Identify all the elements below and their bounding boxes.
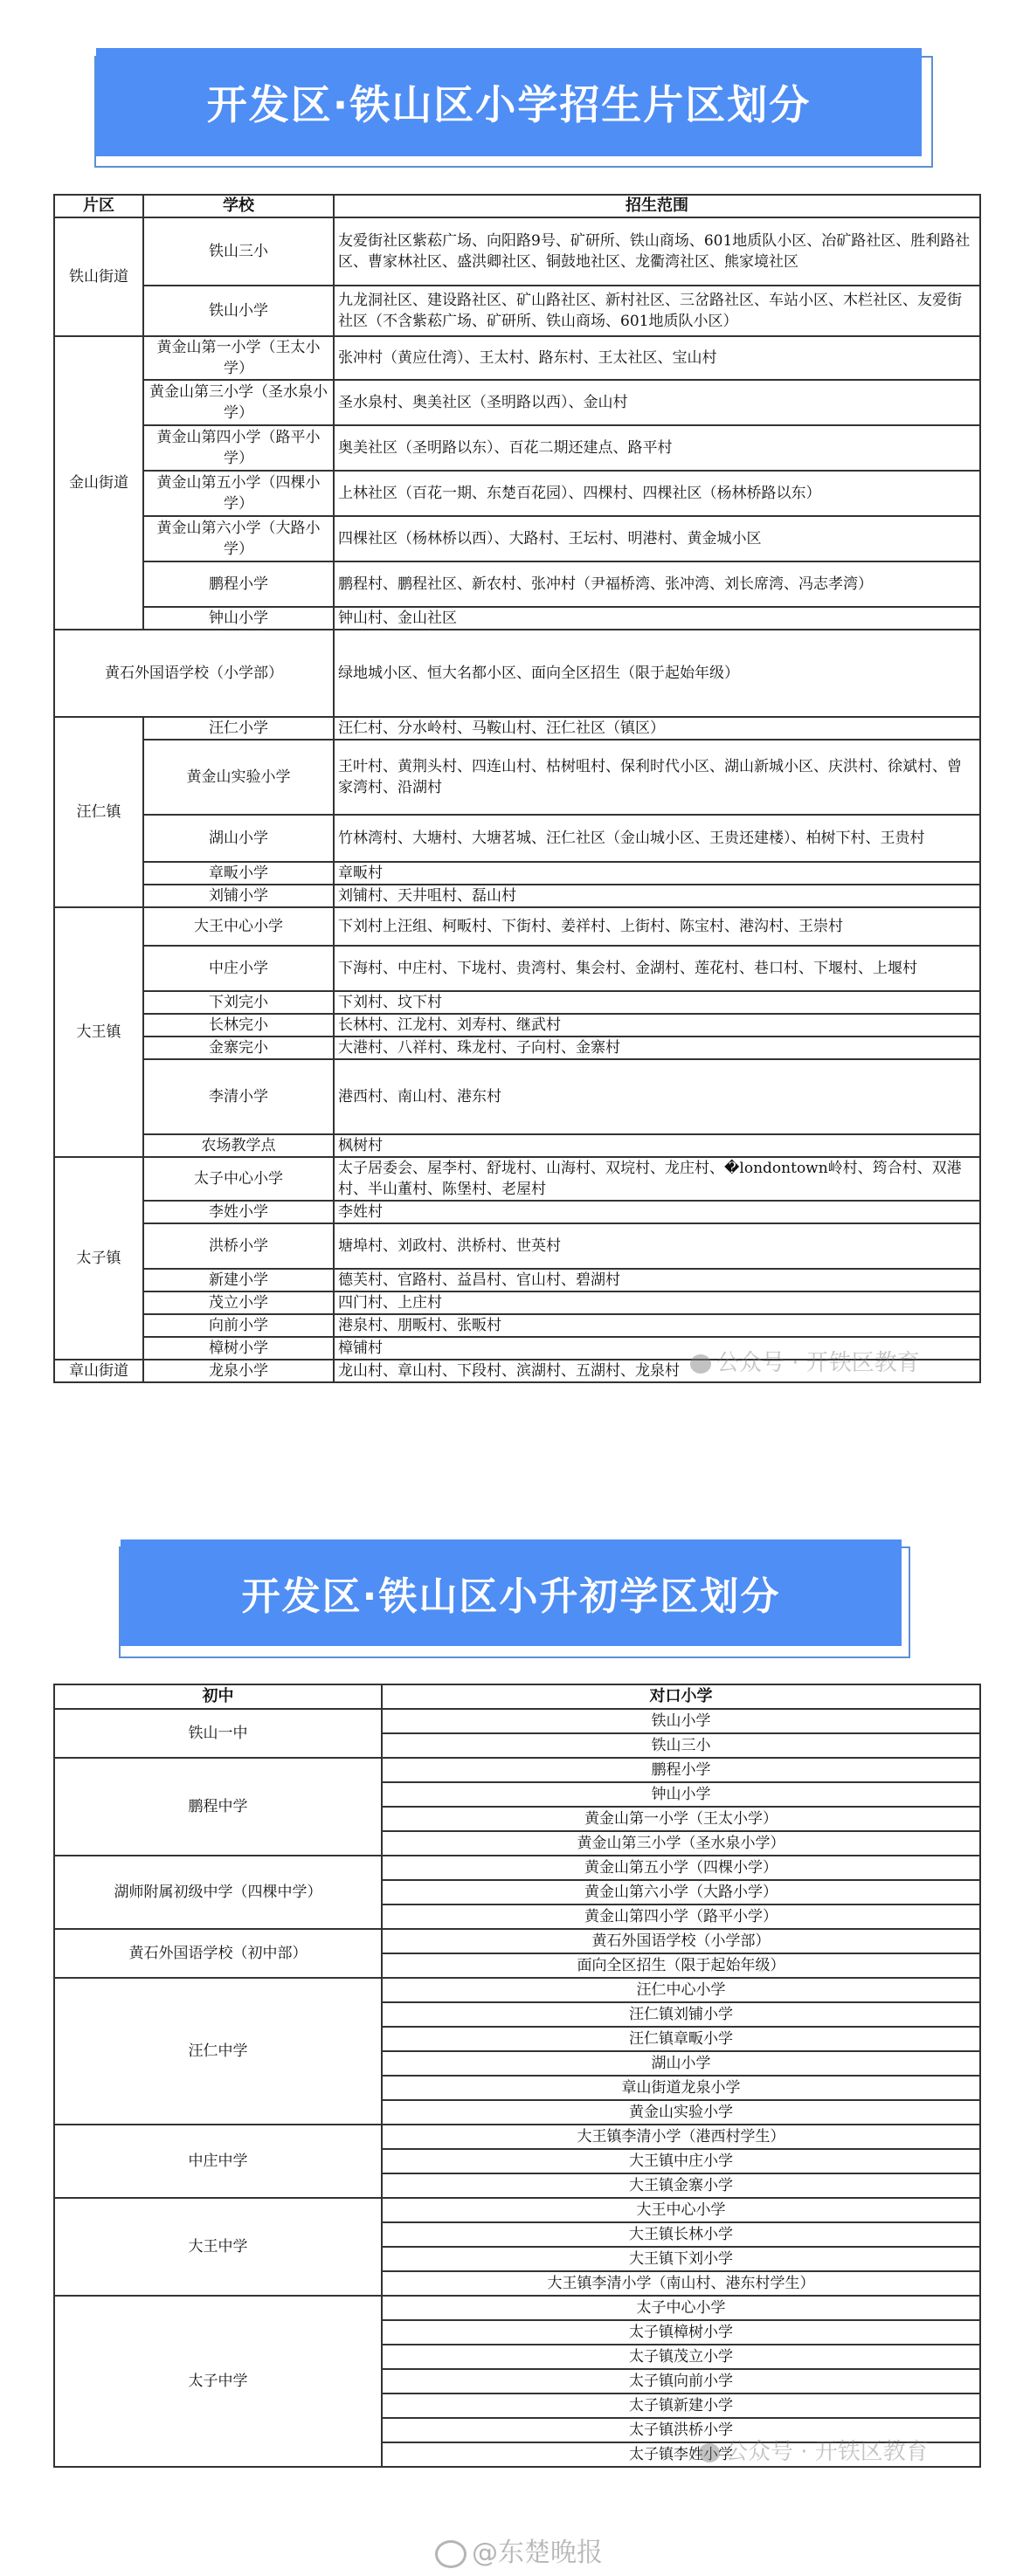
school-cell: 钟山小学 [143,607,334,630]
school-cell: 鹏程小学 [143,561,334,607]
primary-school-cell: 湖山小学 [382,2051,980,2076]
primary-school-cell: 铁山三小 [382,1733,980,1758]
range-cell: 奥美社区（圣明路以东）、百花二期还建点、路平村 [334,425,980,471]
primary-school-cell: 大王镇李清小学（南山村、港东村学生） [382,2271,980,2296]
table-row [54,862,980,885]
range-cell: 上林社区（百花一期、东楚百花园）、四棵村、四棵社区（杨林桥路以东） [334,471,980,516]
school-cell: 新建小学 [143,1269,334,1291]
middle-school-cell: 铁山一中 [54,1709,382,1758]
primary-school-cell: 黄金山第三小学（圣水泉小学） [382,1831,980,1856]
table-row [54,471,980,516]
table-row [54,1978,980,2002]
primary-school-cell: 面向全区招生（限于起始年级） [382,1953,980,1978]
school-cell: 黄金山第六小学（大路小学） [143,516,334,561]
range-cell: 九龙洞社区、建设路社区、矿山路社区、新村社区、三岔路社区、车站小区、木栏社区、友爱街社区（不含紫菘广场、矿研所、铁山商场、601地质队小区） [334,286,980,336]
primary-school-cell: 黄金山第六小学（大路小学） [382,1880,980,1904]
primary-school-cell: 大王镇金寨小学 [382,2173,980,2198]
table-row [54,2296,980,2320]
primary-school-cell: 钟山小学 [382,1782,980,1807]
range-cell: 太子居委会、屋李村、舒垅村、山海村、双垸村、龙庄村、�londontown岭村、筠合村、双港村、半山董村、陈堡村、老屋村 [334,1157,980,1201]
primary-school-cell: 太子镇向前小学 [382,2369,980,2393]
table-row [54,1314,980,1337]
district-cell: 金山街道 [54,336,143,630]
primary-school-cell: 大王镇长林小学 [382,2222,980,2247]
header-range: 招生范围 [334,195,980,217]
table-row [54,2198,980,2222]
section2-title: 开发区·铁山区小升初学区划分 [121,1539,902,1646]
primary-school-cell: 大王镇李清小学（港西村学生） [382,2125,980,2149]
primary-school-cell: 大王中心小学 [382,2198,980,2222]
table-row [54,425,980,471]
table-row [54,885,980,907]
school-cell: 章畈小学 [143,862,334,885]
middle-school-cell: 中庄中学 [54,2125,382,2198]
middle-school-cell: 汪仁中学 [54,1978,382,2125]
table-row [54,217,980,286]
primary-school-cell: 黄金山第一小学（王太小学） [382,1807,980,1831]
table-row [54,286,980,336]
school-cell: 汪仁小学 [143,717,334,740]
range-cell: 下海村、中庄村、下垅村、贵湾村、集会村、金湖村、莲花村、巷口村、下堰村、上堰村 [334,946,980,991]
school-cell: 金寨完小 [143,1037,334,1059]
middle-school-cell: 大王中学 [54,2198,382,2296]
school-cell: 长林完小 [143,1014,334,1037]
school-cell: 下刘完小 [143,991,334,1014]
primary-school-cell: 汪仁中心小学 [382,1978,980,2002]
primary-school-cell: 太子镇洪桥小学 [382,2418,980,2442]
school-cell: 李清小学 [143,1059,334,1134]
table-row [54,607,980,630]
school-cell: 刘铺小学 [143,885,334,907]
table-row [54,740,980,815]
table-row [54,380,980,425]
range-cell: 汪仁村、分水岭村、马鞍山村、汪仁社区（镇区） [334,717,980,740]
table-row [54,1856,980,1880]
primary-school-cell: 大王镇中庄小学 [382,2149,980,2173]
school-cell: 樟树小学 [143,1337,334,1360]
header-middle-school: 初中 [54,1684,382,1709]
range-cell: 四棵社区（杨林桥以西）、大路村、王坛村、明港村、黄金城小区 [334,516,980,561]
primary-school-cell: 黄金山实验小学 [382,2100,980,2125]
range-cell: 张冲村（黄应仕湾）、王太村、路东村、王太社区、宝山村 [334,336,980,380]
table-row [54,1059,980,1134]
header-district: 片区 [54,195,143,217]
table-row [54,1014,980,1037]
range-cell: 下刘村上汪组、柯畈村、下街村、姜祥村、上街村、陈宝村、港沟村、王崇村 [334,907,980,946]
range-cell: 港泉村、朋畈村、张畈村 [334,1314,980,1337]
header-primary-schools: 对口小学 [382,1684,980,1709]
watermark-2: 公众号 · 开铁区教育 [699,2434,929,2466]
table-row [54,1223,980,1269]
range-cell: 鹏程村、鹏程社区、新农村、张冲村（尹福桥湾、张冲湾、刘长席湾、冯志孝湾） [334,561,980,607]
table-row [54,907,980,946]
section1-title: 开发区·铁山区小学招生片区划分 [96,48,922,156]
range-cell: 钟山村、金山社区 [334,607,980,630]
range-cell: 港西村、南山村、港东村 [334,1059,980,1134]
school-cell: 铁山小学 [143,286,334,336]
primary-school-cell: 铁山小学 [382,1709,980,1733]
middle-school-cell: 鹏程中学 [54,1758,382,1856]
primary-school-cell: 太子镇茂立小学 [382,2345,980,2369]
primary-school-cell: 太子中心小学 [382,2296,980,2320]
table-row [54,815,980,862]
table-row [54,1709,980,1733]
range-cell: 枫树村 [334,1134,980,1157]
watermark-1: 公众号 · 开铁区教育 [690,1345,920,1377]
range-cell: 李姓村 [334,1201,980,1223]
school-cell: 黄金山实验小学 [143,740,334,815]
school-cell: 洪桥小学 [143,1223,334,1269]
range-cell: 友爱街社区紫菘广场、向阳路9号、矿研所、铁山商场、601地质队小区、冶矿路社区、胜利路社区、曹家林社区、盛洪卿社区、铜鼓地社区、龙衢湾社区、熊家境社区 [334,217,980,286]
table-row [54,1291,980,1314]
table-row [54,717,980,740]
district-cell: 汪仁镇 [54,717,143,907]
table-header-row [54,195,980,217]
footer-credit: @东楚晚报 [435,2531,603,2569]
primary-school-cell: 鹏程小学 [382,1758,980,1782]
primary-school-cell: 太子镇李姓小学 [382,2442,980,2467]
primary-school-cell: 汪仁镇刘铺小学 [382,2002,980,2027]
school-cell: 茂立小学 [143,1291,334,1314]
range-cell: 长林村、江龙村、刘寿村、继武村 [334,1014,980,1037]
wechat-icon [699,2443,720,2462]
table-row [54,336,980,380]
table-row [54,1929,980,1953]
school-cell: 大王中心小学 [143,907,334,946]
table-row [54,2125,980,2149]
range-cell: 塘埠村、刘政村、洪桥村、世英村 [334,1223,980,1269]
school-cell: 龙泉小学 [143,1360,334,1382]
school-cell: 铁山三小 [143,217,334,286]
primary-school-cell: 黄金山第四小学（路平小学） [382,1904,980,1929]
middle-school-cell: 太子中学 [54,2296,382,2467]
primary-enrollment-table [53,194,981,1383]
table-row [54,516,980,561]
primary-school-cell: 太子镇樟树小学 [382,2320,980,2345]
range-cell: 下刘村、坟下村 [334,991,980,1014]
school-cell: 向前小学 [143,1314,334,1337]
primary-school-cell: 太子镇新建小学 [382,2393,980,2418]
school-cell: 湖山小学 [143,815,334,862]
table-row [54,946,980,991]
range-cell: 王叶村、黄荆头村、四连山村、枯树咀村、保利时代小区、湖山新城小区、庆洪村、徐斌村、曾家湾村、沿湖村 [334,740,980,815]
school-cell: 李姓小学 [143,1201,334,1223]
range-cell: 四门村、上庄村 [334,1291,980,1314]
range-cell: 德芙村、官路村、益昌村、官山村、碧湖村 [334,1269,980,1291]
district-cell: 大王镇 [54,907,143,1157]
middle-school-cell: 黄石外国语学校（初中部） [54,1929,382,1978]
primary-school-cell: 黄石外国语学校（小学部） [382,1929,980,1953]
table-row [54,1157,980,1201]
school-cell: 黄金山第三小学（圣水泉小学） [143,380,334,425]
table-row [54,991,980,1014]
school-cell: 黄金山第五小学（四棵小学） [143,471,334,516]
wechat-icon [690,1354,711,1374]
table-header-row [54,1684,980,1709]
weibo-icon [435,2540,467,2568]
table-row [54,1037,980,1059]
range-cell: 圣水泉村、奥美社区（圣明路以西）、金山村 [334,380,980,425]
range-cell: 竹林湾村、大塘村、大塘茗城、汪仁社区（金山城小区、王贵还建楼）、柏树下村、王贵村 [334,815,980,862]
range-cell: 章畈村 [334,862,980,885]
district-cell: 太子镇 [54,1157,143,1360]
district-cell: 铁山街道 [54,217,143,336]
table-row [54,1269,980,1291]
district-cell: 章山街道 [54,1360,143,1382]
school-cell: 黄金山第四小学（路平小学） [143,425,334,471]
primary-school-cell: 汪仁镇章畈小学 [382,2027,980,2051]
school-cell: 中庄小学 [143,946,334,991]
range-cell: 绿地城小区、恒大名都小区、面向全区招生（限于起始年级） [334,630,980,717]
table-row [54,1758,980,1782]
header-school: 学校 [143,195,334,217]
table-row [54,630,980,717]
district-cell: 黄石外国语学校（小学部） [54,630,334,717]
range-cell: 樟铺村 [334,1337,980,1360]
primary-school-cell: 黄金山第五小学（四棵小学） [382,1856,980,1880]
school-cell: 黄金山第一小学（王太小学） [143,336,334,380]
range-cell: 龙山村、章山村、下段村、滨湖村、五湖村、龙泉村 [334,1360,980,1382]
range-cell: 刘铺村、天井咀村、磊山村 [334,885,980,907]
primary-school-cell: 章山街道龙泉小学 [382,2076,980,2100]
table-row [54,1134,980,1157]
school-cell: 太子中心小学 [143,1157,334,1201]
table-row [54,561,980,607]
primary-school-cell: 大王镇下刘小学 [382,2247,980,2271]
range-cell: 大港村、八祥村、珠龙村、子向村、金寨村 [334,1037,980,1059]
middle-school-cell: 湖师附属初级中学（四棵中学） [54,1856,382,1929]
table-row [54,1201,980,1223]
middle-school-mapping-table [53,1684,981,2468]
school-cell: 农场教学点 [143,1134,334,1157]
